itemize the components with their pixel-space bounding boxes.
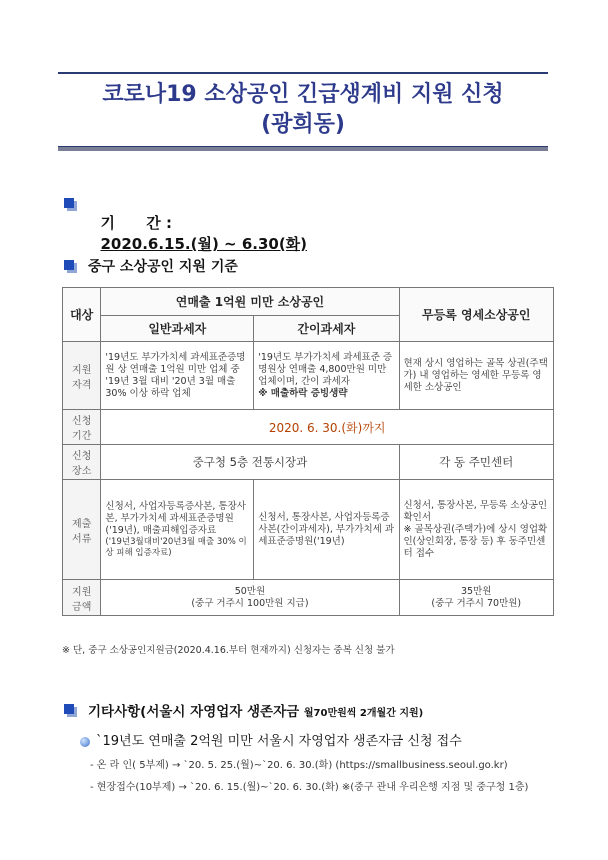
square-bullet-icon — [64, 704, 77, 717]
row-head-period: 신청 기간 — [63, 410, 101, 445]
title-block — [58, 72, 548, 151]
place-unregistered: 각 동 주민센터 — [399, 445, 554, 480]
place-main: 중구청 5층 전통시장과 — [101, 445, 399, 480]
documents-simple: 신청서, 통장사본, 사업자등록증사본(간이과세자), 부가가치세 과세표준증명원('19년) — [254, 480, 399, 580]
amount-unregistered: 35만원 — [461, 585, 492, 597]
etc-onsite: - 현장접수(10부제) → `20. 6. 15.(월)~`20. 6. 30.(화) ※(중구 관내 우리은행 지점 및 중구청 1층) — [90, 782, 529, 793]
col-simple: 간이과세자 — [254, 316, 399, 342]
title-rule-top — [58, 72, 548, 74]
row-head-amount: 지원 금액 — [63, 580, 101, 616]
criteria-table — [62, 287, 554, 616]
documents-unregistered: 신청서, 통장사본, 무등록 소상공인 확인서 — [403, 499, 548, 523]
footnote: ※ 단, 중구 소상공인지원금(2020.4.16.부터 현재까지) 신청자는 중복 신청 불가 — [62, 645, 395, 656]
documents-unregistered-cell — [399, 480, 554, 580]
amount-main-sub: (중구 거주시 100만원 지급) — [191, 597, 309, 609]
amount-main: 50만원 — [234, 585, 266, 597]
row-head-documents: 제출 서류 — [63, 480, 101, 580]
col-general: 일반과세자 — [101, 316, 254, 342]
documents-general-cell — [101, 480, 254, 580]
apply-period-value: 2020. 6. 30.(화)까지 — [101, 410, 554, 445]
title-line-1: 코로나19 소상공인 긴급생계비 지원 신청 — [102, 82, 504, 107]
eligibility-simple: '19년도 부가가치세 과세표준 증명원상 연매출 4,800만원 미만 업체이며, 간이 과세자 — [258, 351, 393, 387]
period-value: 2020.6.15.(월) ~ 6.30(화) — [100, 235, 308, 253]
eligibility-unregistered: 현재 상시 영업하는 골목 상권(주택가) 내 영업하는 영세한 무등록 영세한 소상공인 — [399, 342, 554, 410]
amount-unregistered-sub: (중구 거주시 70만원) — [431, 597, 522, 609]
etc-heading: 기타사항(서울시 자영업자 생존자금 — [88, 704, 300, 720]
documents-unregistered-note: ※ 골목상권(주택가)에 상시 영업확인(상인회장, 통장 등) 후 동주민센터 접수 — [403, 523, 548, 559]
etc-bullet: `19년도 연매출 2억원 미만 서울시 자영업자 생존자금 신청 접수 — [96, 734, 462, 749]
title-line-2: (광희동) — [261, 112, 345, 137]
square-bullet-icon — [64, 260, 77, 273]
square-bullet-icon — [64, 198, 77, 211]
documents-general: 신청서, 사업자등록증사본, 통장사본, 부가가치세 과세표준증명원('19년), 매출피해입증자료 — [105, 500, 246, 536]
etc-online: - 온 라 인( 5부제) → `20. 5. 25.(월)~`20. 6. 30.(화) (https://smallbusiness.seoul.go.kr) — [90, 760, 508, 771]
page-title — [58, 80, 548, 140]
documents-general-note: ('19년3월대비'20년3월 매출 30% 이상 피해 입증자료) — [105, 536, 247, 558]
period-label: 기 간 : — [100, 214, 172, 232]
eligibility-general: '19년도 부가가치세 과세표준증명원 상 연매출 1억원 미만 업체 중 '19년 3월 대비 '20년 3월 매출 30% 이상 하락 업체 — [101, 342, 254, 410]
etc-heading-suffix: 월70만원씩 2개월간 지원) — [303, 708, 424, 719]
etc-heading-row — [88, 700, 423, 720]
eligibility-simple-cell — [254, 342, 399, 410]
criteria-heading: 중구 소상공인 지원 기준 — [88, 259, 238, 275]
eligibility-simple-note: ※ 매출하락 증빙생략 — [258, 387, 348, 399]
table-corner: 대상 — [63, 288, 101, 342]
row-head-place: 신청 장소 — [63, 445, 101, 480]
title-rule-bottom — [58, 146, 548, 151]
col-unregistered: 무등록 영세소상공인 — [399, 288, 554, 342]
amount-main-cell — [101, 580, 399, 616]
amount-unregistered-cell — [399, 580, 554, 616]
etc-bullet-row — [80, 730, 462, 749]
group-header: 연매출 1억원 미만 소상공인 — [101, 288, 399, 316]
circle-bullet-icon — [80, 737, 90, 747]
row-head-eligibility: 지원 자격 — [63, 342, 101, 410]
period-row — [90, 194, 307, 254]
